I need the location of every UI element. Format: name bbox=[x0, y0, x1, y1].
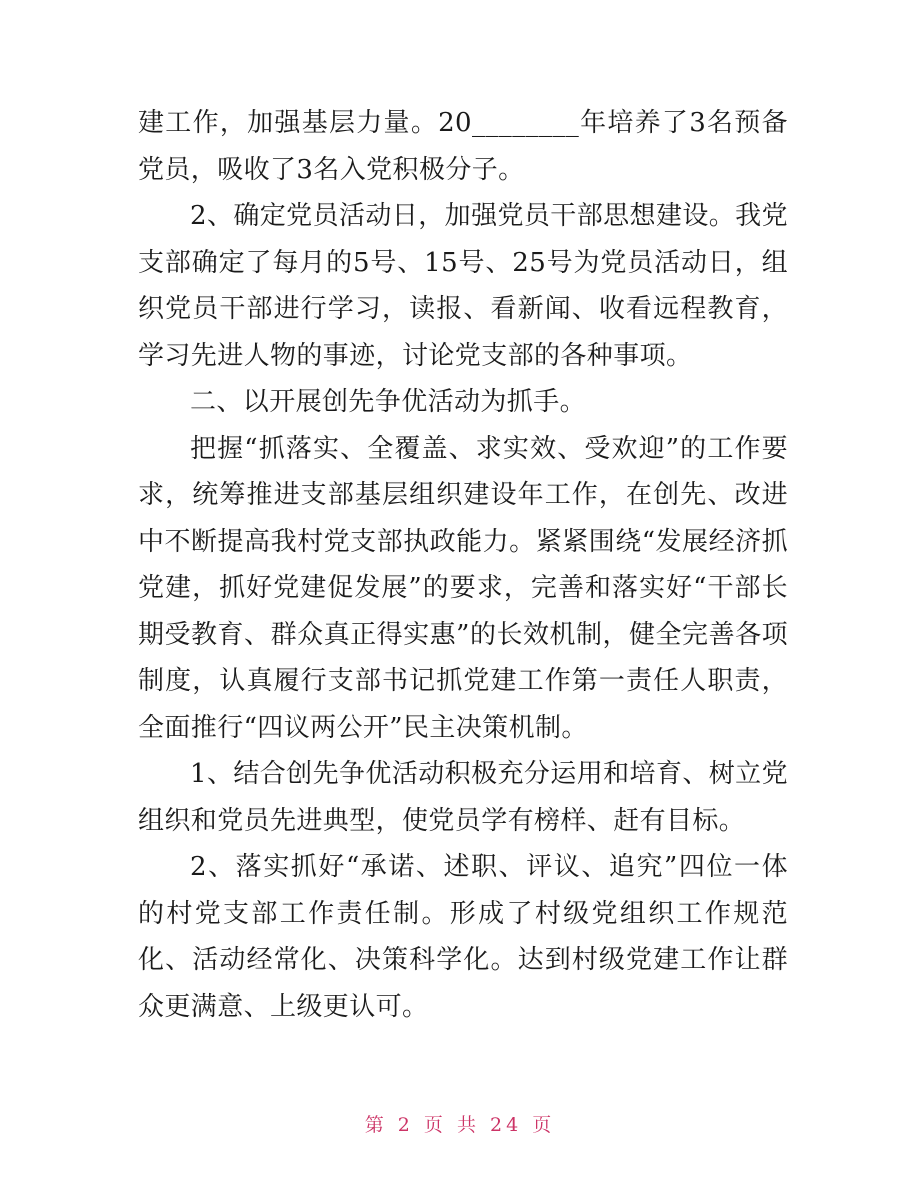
footer-middle: 页 共 bbox=[423, 1114, 480, 1136]
document-body bbox=[138, 100, 788, 1030]
paragraph-5: 1、结合创先争优活动积极充分运用和培育、树立党组织和党员先进典型，使党员学有榜样、赶有目标。 bbox=[138, 759, 788, 836]
paragraph-2: 2、确定党员活动日，加强党员干部思想建设。我党支部确定了每月的5号、15号、25号为党员活动日，组织党员干部进行学习，读报、看新闻、收看远程教育，学习先进人物的事迹，讨论党支部的各种事项。 bbox=[138, 201, 788, 371]
footer-total-pages: 24 bbox=[490, 1114, 523, 1136]
footer-current-page: 2 bbox=[397, 1114, 414, 1136]
paragraph-4: 把握“抓落实、全覆盖、求实效、受欢迎”的工作要求，统筹推进支部基层组织建设年工作，在创先、改进中不断提高我村党支部执政能力。紧紧围绕“发展经济抓党建，抓好党建促发展”的要求，完善和落实好“干部长期受教育、群众真正得实惠”的长效机制，健全完善各项制度，认真履行支部书记抓党建工作第一责任人职责，全面推行“四议两公开”民主决策机制。 bbox=[138, 433, 788, 743]
paragraph-3-heading: 二、以开展创先争优活动为抓手。 bbox=[190, 387, 587, 417]
footer-suffix: 页 bbox=[532, 1114, 556, 1136]
footer-prefix: 第 bbox=[364, 1114, 388, 1136]
paragraph-6: 2、落实抓好“承诺、述职、评议、追究”四位一体的村党支部工作责任制。形成了村级党组织工作规范化、活动经常化、决策科学化。达到村级党建工作让群众更满意、上级更认可。 bbox=[138, 852, 788, 1022]
paragraph-1: 建工作，加强基层力量。20________年培养了3名预备党员，吸收了3名入党积极分子。 bbox=[138, 108, 788, 185]
page-footer bbox=[0, 1110, 920, 1137]
